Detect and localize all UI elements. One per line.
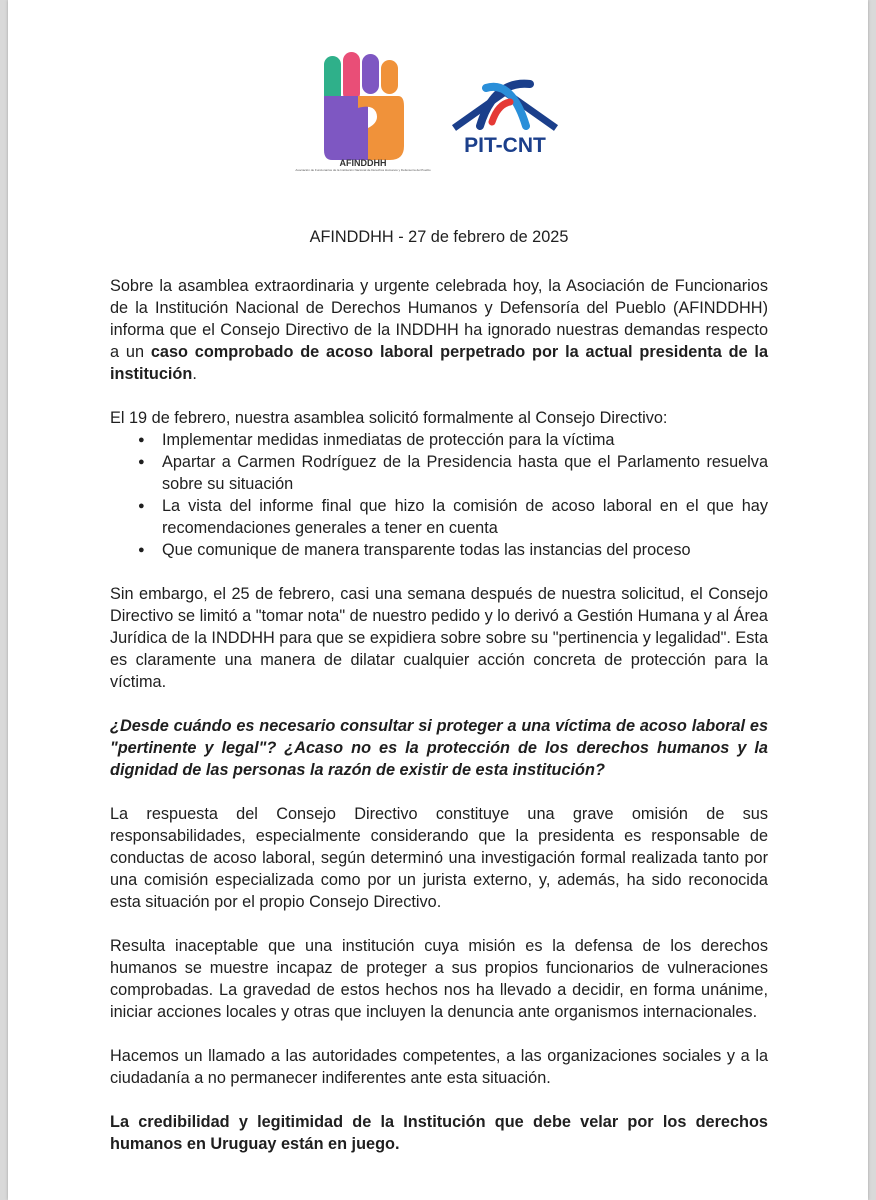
- paragraph-intro-text: Sobre la asamblea extraordinaria y urgente celebrada hoy, la Asociación de Funcionarios de la Institución Nacional de Derechos Humanos y Defensoría del Pueblo (AFINDDHH) informa que el Consejo Directivo de la INDDHH ha ignorado nuestras demandas respecto a un: [110, 277, 768, 361]
- list-item: ● Que comunique de manera transparente todas las instancias del proceso: [162, 539, 768, 561]
- document-body: [110, 226, 768, 1177]
- pitcnt-roof-icon: [454, 92, 556, 128]
- paragraph-intro: [110, 275, 768, 385]
- paragraph-request-intro: El 19 de febrero, nuestra asamblea solicitó formalmente al Consejo Directivo:: [110, 409, 668, 427]
- fist-finger-pink-icon: [343, 52, 360, 102]
- pitcnt-ribbon-red-icon: [492, 102, 510, 122]
- paragraph-omission: La respuesta del Consejo Directivo constituye una grave omisión de sus responsabilidades, especialmente considerando que la presidenta es responsable de conductas de acoso laboral, según determinó una investigación formal realizada tanto por una comisión especializada como por un jurista externo, y, además, ha sido reconocida esta situación por el propio Consejo Directivo.: [110, 805, 768, 911]
- list-item: ● Implementar medidas inmediatas de protección para la víctima: [162, 429, 768, 451]
- list-item: ● La vista del informe final que hizo la comisión de acoso laboral en el que hay recomendaciones generales a tener en cuenta: [162, 495, 768, 539]
- afinddhh-logo: [295, 50, 431, 175]
- fist-finger-purple-icon: [362, 54, 379, 94]
- document-page: [8, 0, 868, 1200]
- date-line: AFINDDHH - 27 de febrero de 2025: [309, 228, 569, 246]
- fist-finger-orange-icon: [381, 60, 398, 94]
- request-list: [110, 429, 768, 561]
- pitcnt-logo: [448, 72, 563, 160]
- paragraph-call: Hacemos un llamado a las autoridades competentes, a las organizaciones sociales y a la ciudadanía a no permanecer indiferentes ante esta situación.: [110, 1047, 768, 1087]
- list-item: ● Apartar a Carmen Rodríguez de la Presidencia hasta que el Parlamento resuelva sobre su situación: [162, 451, 768, 495]
- paragraph-intro-end: .: [192, 365, 197, 383]
- paragraph-unacceptable: Resulta inaceptable que una institución cuya misión es la defensa de los derechos humanos se muestre incapaz de proteger a sus propios funcionarios de vulneraciones comprobadas. La gravedad de estos hechos nos ha llevado a decidir, en forma unánime, iniciar acciones locales y otras que incluyen la denuncia ante organismos internacionales.: [110, 937, 768, 1021]
- afinddhh-logo-caption: Asociación de Funcionarios de la Institución Nacional de Derechos Humanos y Defensoría del Pueblo: [295, 168, 431, 172]
- pitcnt-logo-name: PIT-CNT: [464, 134, 546, 157]
- paragraph-response: Sin embargo, el 25 de febrero, casi una semana después de nuestra solicitud, el Consejo Directivo se limitó a "tomar nota" de nuestro pedido y lo derivó a Gestión Humana y al Área Jurídica de la INDDHH para que se expidiera sobre sobre su "pertinencia y legalidad". Esta es claramente una manera de dilatar cualquier acción concreta de protección para la víctima.: [110, 585, 768, 691]
- header-logos: [8, 0, 868, 180]
- paragraph-question: ¿Desde cuándo es necesario consultar si proteger a una víctima de acoso laboral es "pertinente y legal"? ¿Acaso no es la protección de los derechos humanos y la dignidad de las personas la razón de existir de esta institución?: [110, 717, 768, 779]
- paragraph-intro-bold: caso comprobado de acoso laboral perpetrado por la actual presidenta de la institución: [110, 343, 768, 383]
- afinddhh-logo-name: AFINDDHH: [339, 158, 387, 168]
- paragraph-closing: La credibilidad y legitimidad de la Institución que debe velar por los derechos humanos en Uruguay están en juego.: [110, 1113, 768, 1153]
